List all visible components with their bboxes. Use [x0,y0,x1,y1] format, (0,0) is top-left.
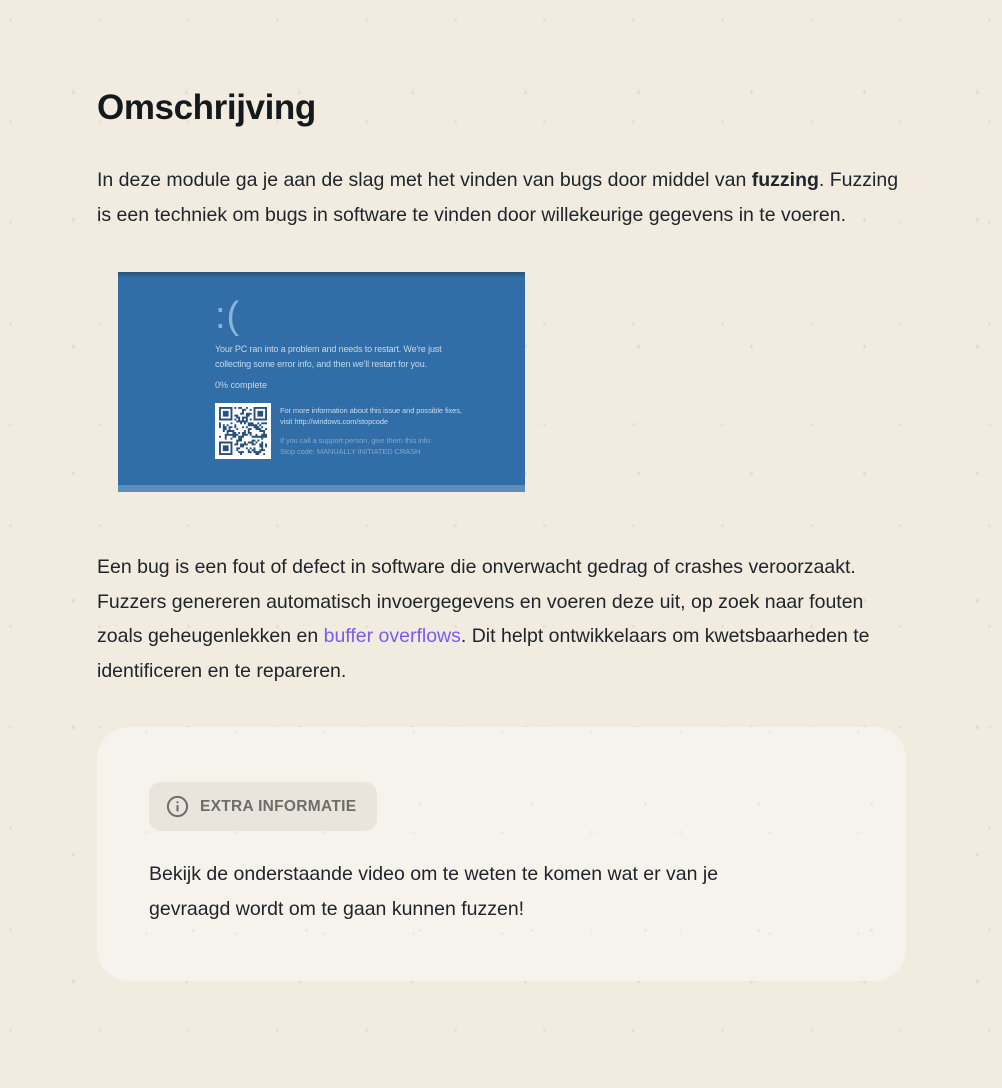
bsod-message: Your PC ran into a problem and needs to restart. We're just collecting some error info, and then we'll restart for you. [215,344,442,369]
extra-info-callout [97,727,906,981]
extra-info-badge-label: EXTRA INFORMATIE [200,797,357,815]
bsod-stop-code: If you call a support person, give them this info: Stop code: MANUALLY INITIATED CRASH [280,436,432,456]
extra-info-text: Bekijk de onderstaande video om te weten te komen wat er van je gevraagd wordt om te gaan kunnen fuzzen! [149,863,719,920]
body-text-after: . Dit helpt ontwikkelaars om kwetsbaarheden te identificeren en te repareren. [97,625,870,682]
bsod-qr-info [280,403,470,457]
bsod-qr-info-line1: For more information about this issue and possible fixes, visit http://windows.com/stopcode [280,406,462,426]
qr-code-icon [215,403,271,459]
fuzzing-bold-term: fuzzing [751,169,819,191]
bsod-content [118,272,525,459]
bsod-qr-section [215,403,525,459]
sad-face-emoticon: :( [215,295,241,337]
body-paragraph [97,550,906,688]
intro-text-before: In deze module ga je aan de slag met het vinden van bugs door middel van [97,169,752,191]
extra-info-badge [149,782,377,831]
bsod-bottom-edge [118,485,525,492]
intro-paragraph [97,163,906,232]
bsod-top-edge [118,272,525,278]
info-icon [166,795,189,818]
intro-text-after: . Fuzzing is een techniek om bugs in software te vinden door willekeurige gegevens in te voeren. [97,169,899,226]
body-text-before: Een bug is een fout of defect in software die onverwacht gedrag of crashes veroorzaakt. Fuzzers genereren automatisch invoergegevens en voeren deze uit, op zoek naar fouten zoals geheugenlekken en [97,556,864,647]
buffer-overflows-link[interactable]: buffer overflows [323,625,461,647]
page-title: Omschrijving [97,88,316,127]
bsod-progress-text: 0% complete [215,380,268,390]
bsod-screenshot-image [118,272,525,492]
